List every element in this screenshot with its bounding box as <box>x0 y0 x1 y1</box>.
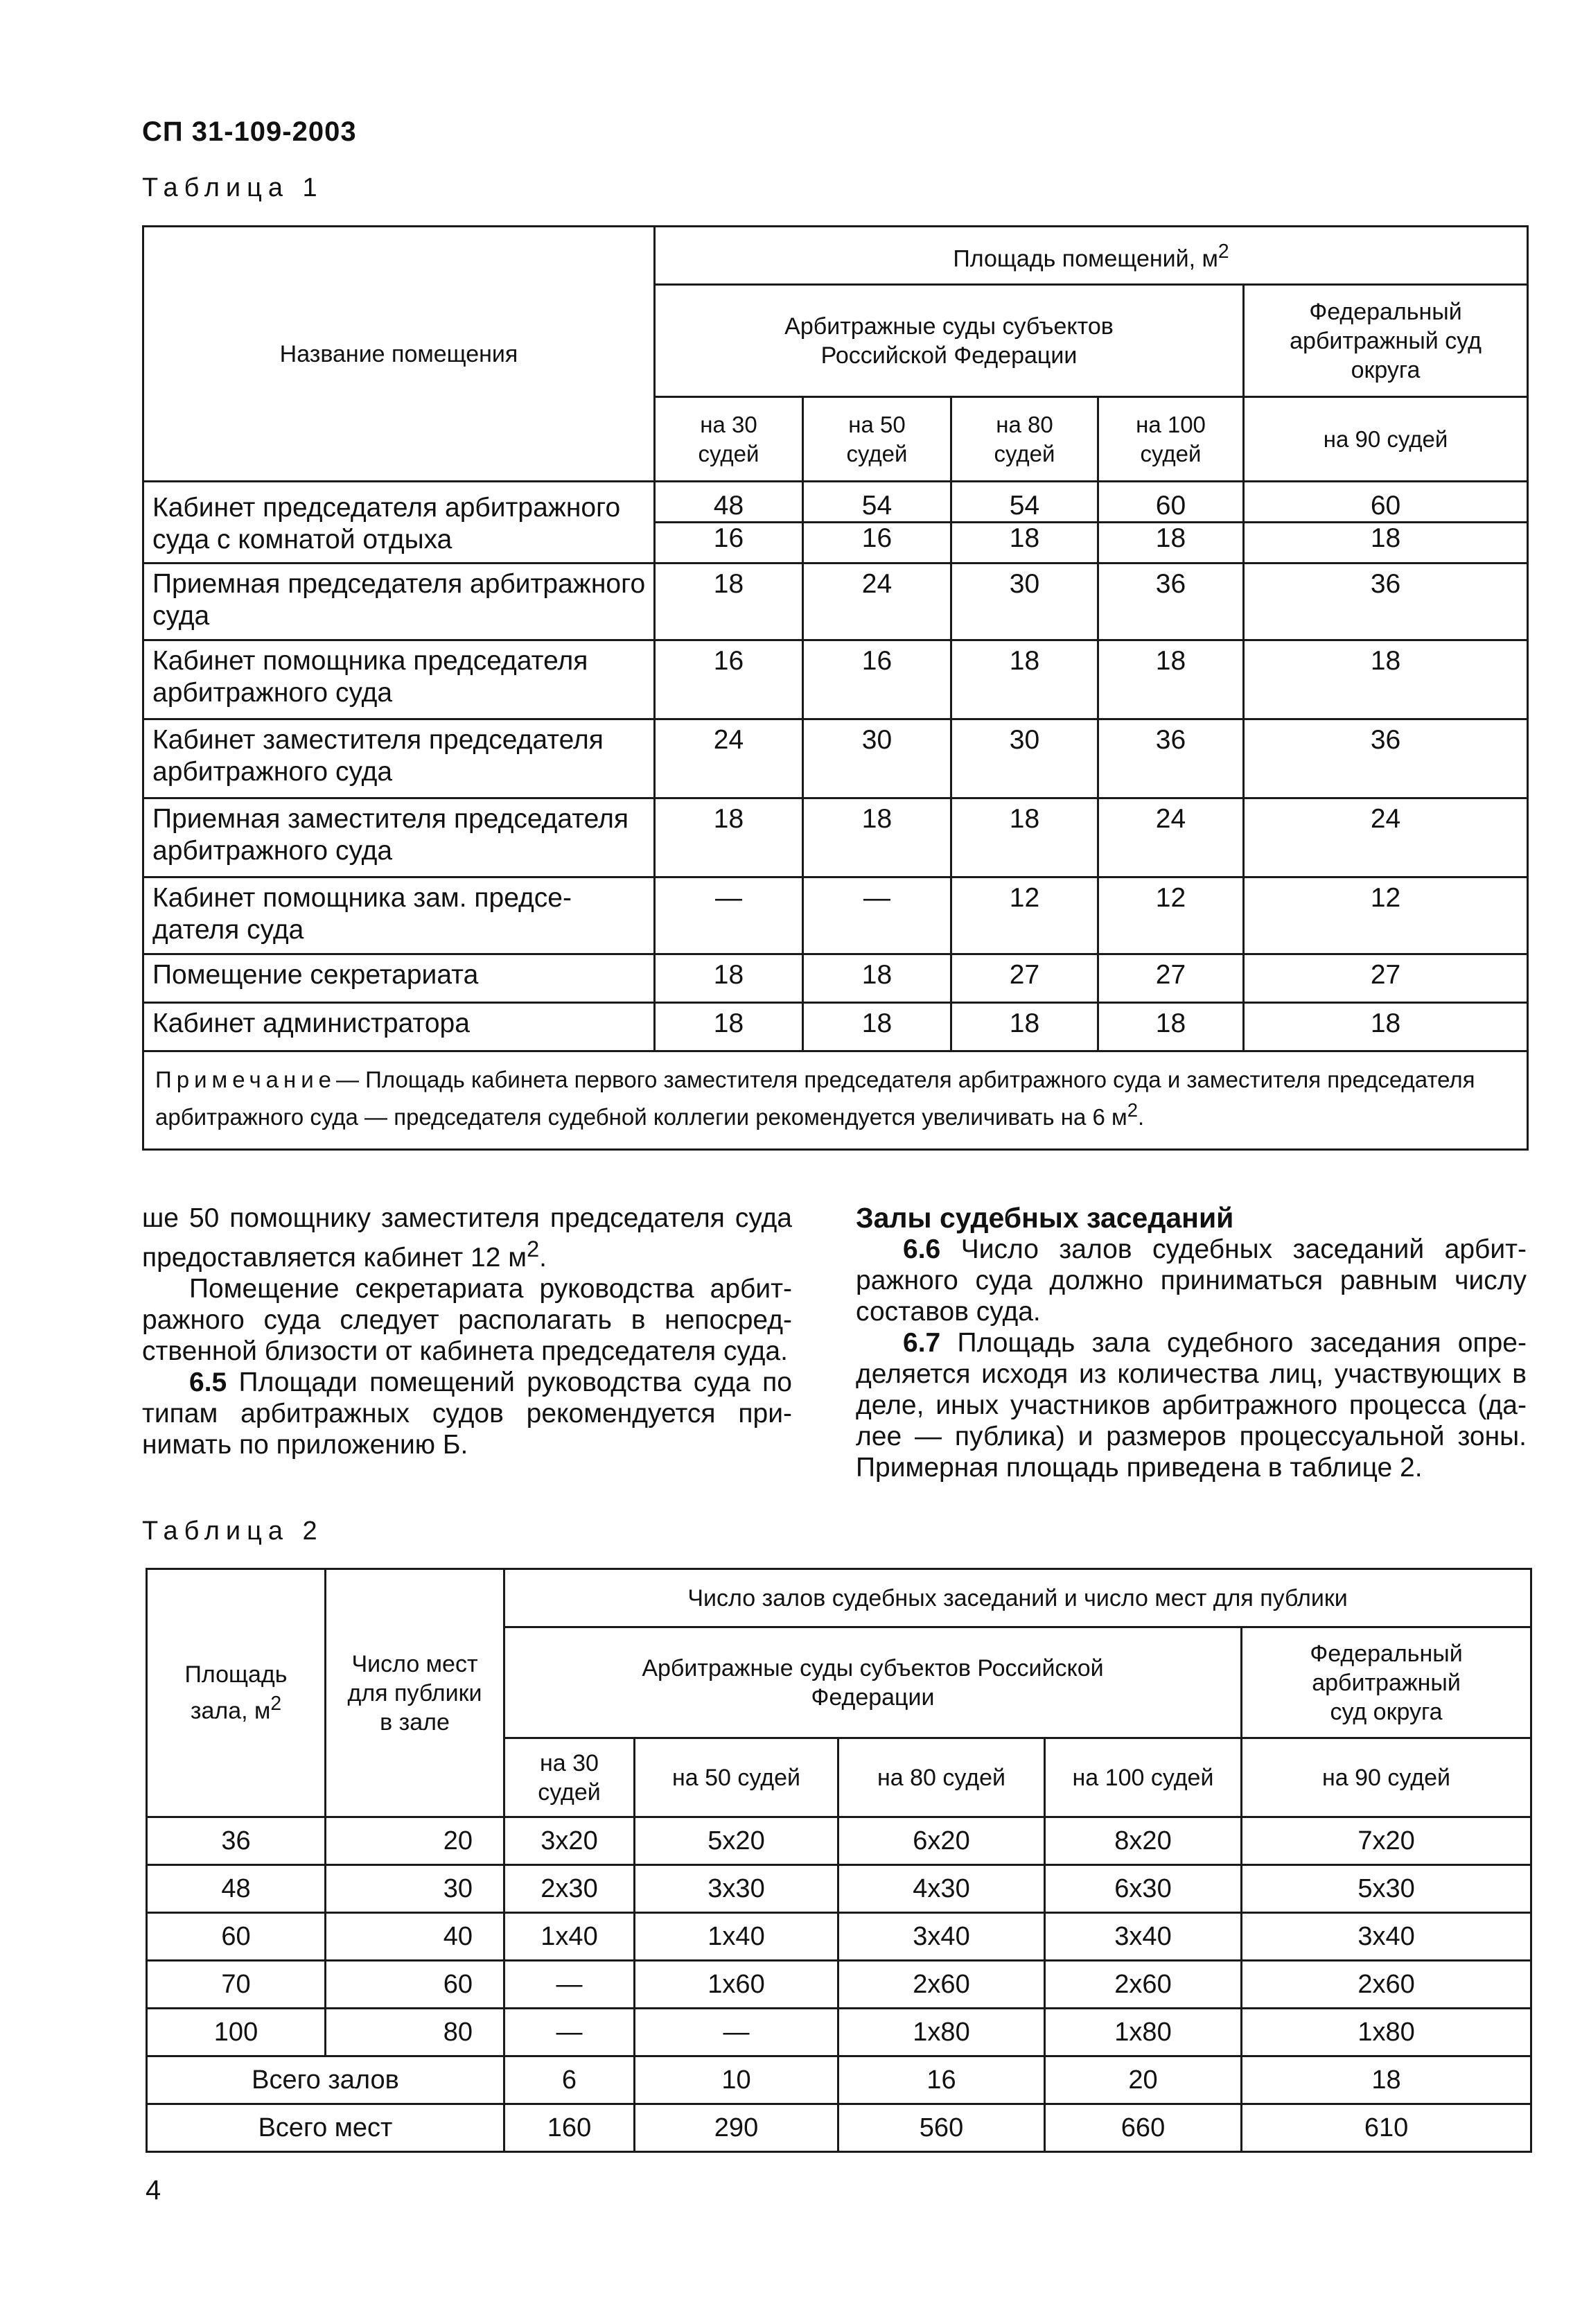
row-value: 24 <box>1098 798 1244 877</box>
row-value: 36 <box>1244 719 1528 798</box>
row-value: 18 <box>803 1003 951 1051</box>
row-value: 18 <box>1098 1003 1244 1051</box>
row-value: 60 18 <box>1098 482 1244 563</box>
row-value: 27 <box>1098 954 1244 1003</box>
row-value: 1x80 <box>1242 2009 1531 2056</box>
table1-subheader-80: на 80 судей <box>951 397 1098 482</box>
row-value: 6x30 <box>1045 1865 1242 1913</box>
table-row <box>143 640 1528 719</box>
table2-subheader-90: на 90 судей <box>1242 1738 1531 1817</box>
row-value: 8x20 <box>1045 1817 1242 1865</box>
row-value: 30 <box>951 719 1098 798</box>
total-value: 6 <box>504 2056 635 2104</box>
table2-header-subject-courts: Арбитражные суды субъектов Российской Федерации <box>504 1627 1242 1738</box>
row-value: 2x60 <box>838 1961 1045 2009</box>
row-name: Кабинет заместителя председателя арбитражного суда <box>143 719 655 798</box>
table-row <box>147 1913 1531 1961</box>
row-value: 16 <box>655 640 803 719</box>
total-value: 610 <box>1242 2104 1531 2152</box>
table-row <box>147 1961 1531 2009</box>
row-name: Кабинет помощника председателя арбитражного суда <box>143 640 655 719</box>
row-value: 27 <box>1244 954 1528 1003</box>
table2-header-title: Число залов судебных заседаний и число мест для публики <box>504 1569 1531 1627</box>
total-label: Всего залов <box>147 2056 504 2104</box>
total-value: 18 <box>1242 2056 1531 2104</box>
table1 <box>142 225 1529 1151</box>
total-value: 290 <box>635 2104 838 2152</box>
row-name: Кабинет администратора <box>143 1003 655 1051</box>
left-text-column <box>142 1203 792 1460</box>
table1-subheader-100: на 100 судей <box>1098 397 1244 482</box>
note-label: Примечание <box>155 1066 337 1092</box>
page-number: 4 <box>146 2175 161 2205</box>
row-area: 36 <box>147 1817 326 1865</box>
table2-header-area: Площадь зала, $м^2$ <box>147 1569 326 1817</box>
row-value: 1x40 <box>635 1913 838 1961</box>
table2-subheader-100: на 100 судей <box>1045 1738 1242 1817</box>
row-value: 3x20 <box>504 1817 635 1865</box>
row-value: 18 <box>655 563 803 640</box>
table-row <box>143 719 1528 798</box>
section-heading: Залы судебных заседаний <box>856 1202 1234 1234</box>
table1-header-federal-court: Федеральный арбитражный суд округа <box>1244 285 1528 397</box>
row-seats: 40 <box>326 1913 504 1961</box>
table-row-total-seats <box>147 2104 1531 2152</box>
row-value: 1x80 <box>1045 2009 1242 2056</box>
row-value: 4x30 <box>838 1865 1045 1913</box>
row-value: 2x60 <box>1242 1961 1531 2009</box>
table-row <box>147 1865 1531 1913</box>
row-value: 18 <box>655 1003 803 1051</box>
row-value: — <box>655 877 803 954</box>
row-value: 12 <box>1098 877 1244 954</box>
row-value: 16 <box>803 640 951 719</box>
row-value: 18 <box>1098 640 1244 719</box>
row-name: Помещение секретариата <box>143 954 655 1003</box>
row-value: 18 <box>655 954 803 1003</box>
row-value: 18 <box>1244 640 1528 719</box>
row-seats: 60 <box>326 1961 504 2009</box>
table2-subheader-80: на 80 судей <box>838 1738 1045 1817</box>
paragraph: Помещение секретариата руководства арбитражного суда следует располагать в непосредственной близости от кабинета председателя суда. <box>142 1274 792 1366</box>
table-row <box>143 1003 1528 1051</box>
row-area: 70 <box>147 1961 326 2009</box>
row-value: 18 <box>655 798 803 877</box>
row-value: 1x80 <box>838 2009 1045 2056</box>
row-value: 2x30 <box>504 1865 635 1913</box>
row-value: 36 <box>1098 563 1244 640</box>
table1-subheader-30: на 30 судей <box>655 397 803 482</box>
row-name: Кабинет помощника зам. председателя суда <box>143 877 655 954</box>
table2-caption: Таблица 2 <box>142 1517 324 1546</box>
table1-subheader-50: на 50 судей <box>803 397 951 482</box>
row-value: 60 18 <box>1244 482 1528 563</box>
row-value: 1x60 <box>635 1961 838 2009</box>
right-text-column <box>856 1203 1527 1483</box>
row-name: Приемная заместителя председателя арбитражного суда <box>143 798 655 877</box>
table1-caption: Таблица 1 <box>142 173 324 202</box>
row-value: 48 16 <box>655 482 803 563</box>
table-row <box>143 798 1528 877</box>
row-area: 48 <box>147 1865 326 1913</box>
total-label: Всего мест <box>147 2104 504 2152</box>
row-value: 54 16 <box>803 482 951 563</box>
table2-header-seats: Число мест для публики в зале <box>326 1569 504 1817</box>
table-row <box>143 954 1528 1003</box>
table1-subheader-90: на 90 судей <box>1244 397 1528 482</box>
table1-header-area: Площадь помещений, $м^2$ <box>655 227 1528 285</box>
row-value: 54 18 <box>951 482 1098 563</box>
row-value: 3x40 <box>838 1913 1045 1961</box>
table-row <box>147 2009 1531 2056</box>
row-name: Кабинет председателя арбитражного суда с комнатой отдыха <box>143 482 655 563</box>
row-value: 18 <box>803 798 951 877</box>
row-value: 30 <box>951 563 1098 640</box>
table2 <box>146 1568 1532 2153</box>
row-value: 30 <box>803 719 951 798</box>
table-row <box>143 563 1528 640</box>
total-value: 20 <box>1045 2056 1242 2104</box>
row-value: 3x30 <box>635 1865 838 1913</box>
table1-note: Примечание— Площадь кабинета первого заместителя председателя арбитражного суда и заместителя председателя арбитражного суда — председателя судебной коллегии рекомендуется увеличивать на 6 $м^2$. <box>143 1051 1528 1150</box>
row-value: 36 <box>1244 563 1528 640</box>
row-value: 18 <box>951 798 1098 877</box>
total-value: 16 <box>838 2056 1045 2104</box>
paragraph: 6.7 Площадь зала судебного заседания определяется исходя из количества лиц, участвующих в деле, иных участников арбитражного процесса (далее — публика) и размеров процессуальной зоны. Примерная площадь приведена в таблице 2. <box>856 1328 1527 1483</box>
row-value: 24 <box>803 563 951 640</box>
total-value: 660 <box>1045 2104 1242 2152</box>
row-value: 18 <box>951 640 1098 719</box>
row-value: 12 <box>1244 877 1528 954</box>
table-row <box>147 1817 1531 1865</box>
row-value: 2x60 <box>1045 1961 1242 2009</box>
paragraph: 6.5 Площади помещений руководства суда по типам арбитражных судов рекомендуется принимать по приложению Б. <box>142 1368 792 1460</box>
row-value: 24 <box>1244 798 1528 877</box>
row-value: — <box>504 2009 635 2056</box>
paragraph: ше 50 помощнику заместителя председателя суда предоставляется кабинет 12 $м^2$. <box>142 1203 792 1273</box>
row-seats: 20 <box>326 1817 504 1865</box>
row-value: 12 <box>951 877 1098 954</box>
table1-header-subject-courts: Арбитражные суды субъектов Российской Федерации <box>655 285 1244 397</box>
table-row-total-halls <box>147 2056 1531 2104</box>
table-row <box>143 877 1528 954</box>
row-value: — <box>803 877 951 954</box>
row-value: 3x40 <box>1045 1913 1242 1961</box>
row-value: 18 <box>1244 1003 1528 1051</box>
row-value: 24 <box>655 719 803 798</box>
row-value: 3x40 <box>1242 1913 1531 1961</box>
row-value: 6x20 <box>838 1817 1045 1865</box>
table2-subheader-30: на 30 судей <box>504 1738 635 1817</box>
table1-header-name: Название помещения <box>143 227 655 482</box>
row-value: 5x30 <box>1242 1865 1531 1913</box>
row-value: 27 <box>951 954 1098 1003</box>
row-seats: 80 <box>326 2009 504 2056</box>
table2-subheader-50: на 50 судей <box>635 1738 838 1817</box>
row-value: 36 <box>1098 719 1244 798</box>
row-name: Приемная председателя арбитражного суда <box>143 563 655 640</box>
row-value: 5x20 <box>635 1817 838 1865</box>
row-seats: 30 <box>326 1865 504 1913</box>
document-code: СП 31-109-2003 <box>142 116 357 147</box>
total-value: 10 <box>635 2056 838 2104</box>
row-value: 18 <box>951 1003 1098 1051</box>
total-value: 160 <box>504 2104 635 2152</box>
row-area: 60 <box>147 1913 326 1961</box>
row-area: 100 <box>147 2009 326 2056</box>
total-value: 560 <box>838 2104 1045 2152</box>
row-value: — <box>504 1961 635 2009</box>
table-row <box>143 482 1528 563</box>
row-value: — <box>635 2009 838 2056</box>
row-value: 1x40 <box>504 1913 635 1961</box>
row-value: 18 <box>803 954 951 1003</box>
table2-header-federal-court: Федеральный арбитражный суд округа <box>1242 1627 1531 1738</box>
row-value: 7x20 <box>1242 1817 1531 1865</box>
paragraph: 6.6 Число залов судебных заседаний арбитражного суда должно приниматься равным числу составов суда. <box>856 1234 1527 1327</box>
